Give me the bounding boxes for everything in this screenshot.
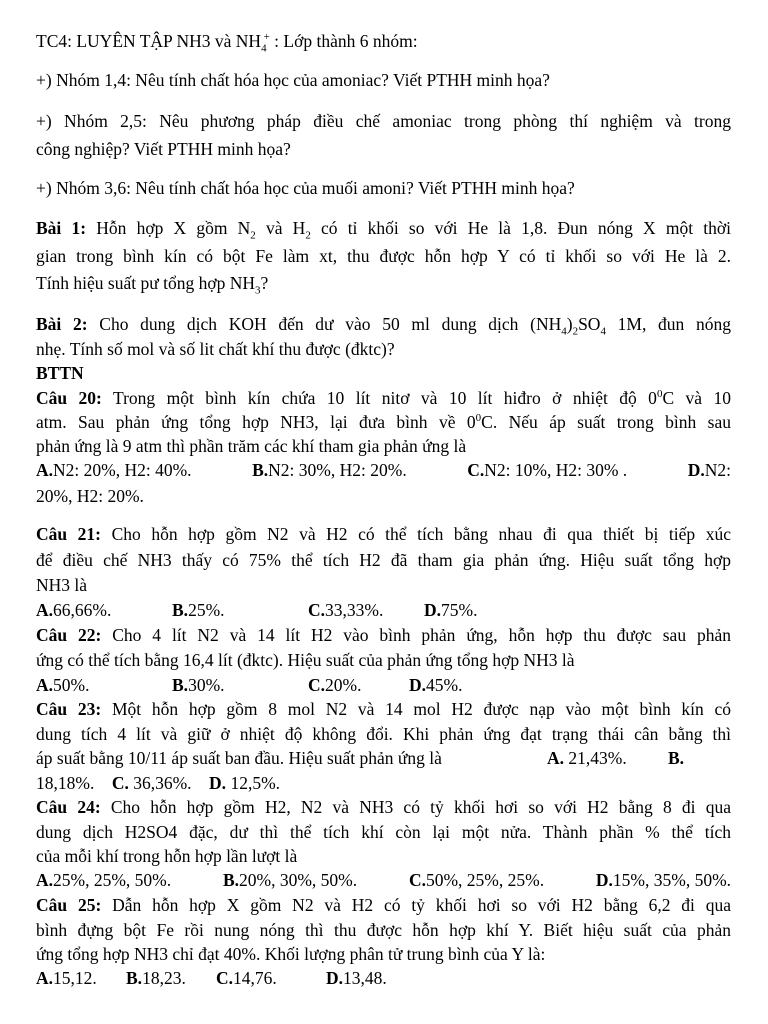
option-d: D. 12,5%. [209, 773, 281, 793]
group-1-4-task: +) Nhóm 1,4: Nêu tính chất hóa học của amoniac? Viết PTHH minh họa? [36, 70, 550, 90]
option-b: B.25%. [172, 600, 225, 620]
exercise-1-line3: Tính hiệu suất pư tổng hợp $NH_3$? [36, 273, 269, 297]
question-23-line1: Câu 23: Một hỗn hợp gồm 8 mol N2 và 14 mol H2 được nạp vào một bình kín có [36, 699, 731, 719]
question-20-line1: Câu 20: Trong một bình kín chứa 10 lít nitơ và 10 lít hiđro ở nhiệt độ $0^0C$ và 10 [36, 388, 731, 408]
question-25-options [36, 967, 387, 989]
option-a: A.66,66%. [36, 600, 112, 620]
question-21-line1: Câu 21: Cho hỗn hợp gồm N2 và H2 có thể tích bằng nhau đi qua thiết bị tiếp xúc [36, 524, 731, 544]
question-22-label: Câu 22: [36, 625, 102, 645]
question-20-label: Câu 20: [36, 388, 102, 408]
group-3-6-task: +) Nhóm 3,6: Nêu tính chất hóa học của muối amoni? Viết PTHH minh họa? [36, 178, 575, 198]
option-d: D.75%. [424, 600, 478, 620]
group-2-5-task-line1: +) Nhóm 2,5: Nêu phương pháp điều chế amoniac trong phòng thí nghiệm và trong [36, 111, 731, 131]
option-d: D.15%, 35%, 50%. [595, 870, 732, 890]
question-20-line2: atm. Sau phản ứng tổng hợp NH3, lại đưa bình về $0^0C$. Nếu áp suất trong bình sau [36, 412, 731, 432]
option-a: A. 21,43%. [547, 748, 627, 768]
question-25-line1: Câu 25: Dẫn hỗn hợp X gồm N2 và H2 có tỷ khối hơi so với H2 bằng 6,2 đi qua [36, 895, 731, 915]
option-a: A.50%. [36, 675, 90, 695]
question-24-line3: của mỗi khí trong hỗn hợp lần lượt là [36, 846, 298, 866]
question-22-line2: ứng có thể tích bằng 16,4 lít (đktc). Hiệu suất của phản ứng tổng hợp NH3 là [36, 650, 575, 670]
question-20-options-cont: 20%, H2: 20%. [36, 486, 144, 506]
question-24-label: Câu 24: [36, 797, 101, 817]
option-b: B.30%. [172, 675, 225, 695]
question-23-options [36, 772, 280, 794]
option-b: B.20%, 30%, 50%. [222, 870, 358, 890]
question-23-line3: áp suất bằng 10/11 áp suất ban đầu. Hiệu suất phản ứng là A. 21,43%. B. [36, 748, 685, 768]
option-b: B.18,23. [126, 968, 186, 988]
question-21-line3: NH3 là [36, 575, 88, 595]
group-2-5-task-line2: công nghiệp? Viết PTHH minh họa? [36, 139, 291, 159]
question-23-line2: dung tích 4 lít và giữ ở nhiệt độ không đổi. Khi phản ứng đạt trạng thái cân bằng thì [36, 724, 731, 744]
section-heading-bttn: BTTN [36, 363, 84, 383]
question-25-label: Câu 25: [36, 895, 102, 915]
question-21-label: Câu 21: [36, 524, 102, 544]
question-21-options [36, 599, 477, 621]
question-21-line2: để điều chế NH3 thấy có 75% thể tích H2 đã tham gia phản ứng. Hiệu suất tổng hợp [36, 550, 731, 570]
option-d: D.45%. [409, 675, 463, 695]
document-title: TC4: LUYÊN TẬP NH3 và $NH_4^+$ : Lớp thành 6 nhóm: [36, 31, 418, 55]
option-a: A.15,12. [36, 968, 97, 988]
option-d: D.N2: [687, 460, 732, 480]
question-22-options [36, 674, 462, 696]
question-22-line1: Câu 22: Cho 4 lít N2 và 14 lít H2 vào bình phản ứng, hỗn hợp thu được sau phản [36, 625, 731, 645]
exercise-1-line1: Bài 1: Hỗn hợp X gồm $N_2$ và $H_2$ có tỉ khối so với He là 1,8. Đun nóng X một thời [36, 218, 732, 242]
exercise-2-line2: nhẹ. Tính số mol và số lit chất khí thu được (đktc)? [36, 339, 395, 359]
option-c: C. 36,36%. [111, 773, 192, 793]
question-20-line3: phản ứng là 9 atm thì phần trăm các khí tham gia phản ứng là [36, 436, 467, 456]
question-24-options [36, 869, 731, 891]
option-c: C.14,76. [216, 968, 277, 988]
option-a: A.25%, 25%, 50%. [36, 870, 172, 890]
exercise-1-line2: gian trong bình kín có bột Fe làm xt, thu được hỗn hợp Y có tỉ khối so với He là 2. [36, 246, 731, 266]
option-c: C.50%, 25%, 25%. [408, 870, 545, 890]
option-c: C.20%. [308, 675, 362, 695]
option-b-value: 18,18%. [36, 773, 95, 793]
question-24-line1: Câu 24: Cho hỗn hợp gồm H2, N2 và NH3 có tỷ khối hơi so với H2 bằng 8 đi qua [36, 797, 731, 817]
exercise-2-line1: Bài 2: Cho dung dịch KOH đến dư vào 50 ml dung dịch $(NH_4)_2SO_4$ 1M, đun nóng [36, 314, 731, 338]
option-c: C.N2: 10%, H2: 30% . [467, 460, 628, 480]
option-a: A.N2: 20%, H2: 40%. [36, 460, 192, 480]
question-25-line2: bình đựng bột Fe rồi nung nóng thì thu được hỗn hợp khí Y. Biết hiệu suất của phản [36, 920, 731, 940]
option-b: B.N2: 30%, H2: 20%. [252, 460, 407, 480]
question-24-line2: dung dịch H2SO4 đặc, dư thì thể tích khí còn lại một nửa. Thành phần % thể tích [36, 822, 731, 842]
option-c: C.33,33%. [308, 600, 384, 620]
question-20-options [36, 459, 731, 481]
exercise-1-label: Bài 1: [36, 218, 87, 238]
question-23-label: Câu 23: [36, 699, 102, 719]
option-d: D.13,48. [326, 968, 387, 988]
option-b-label: B. [668, 748, 685, 768]
exercise-2-label: Bài 2: [36, 314, 88, 334]
question-25-line3: ứng tổng hợp NH3 chỉ đạt 40%. Khối lượng phân tử trung bình của Y là: [36, 944, 546, 964]
